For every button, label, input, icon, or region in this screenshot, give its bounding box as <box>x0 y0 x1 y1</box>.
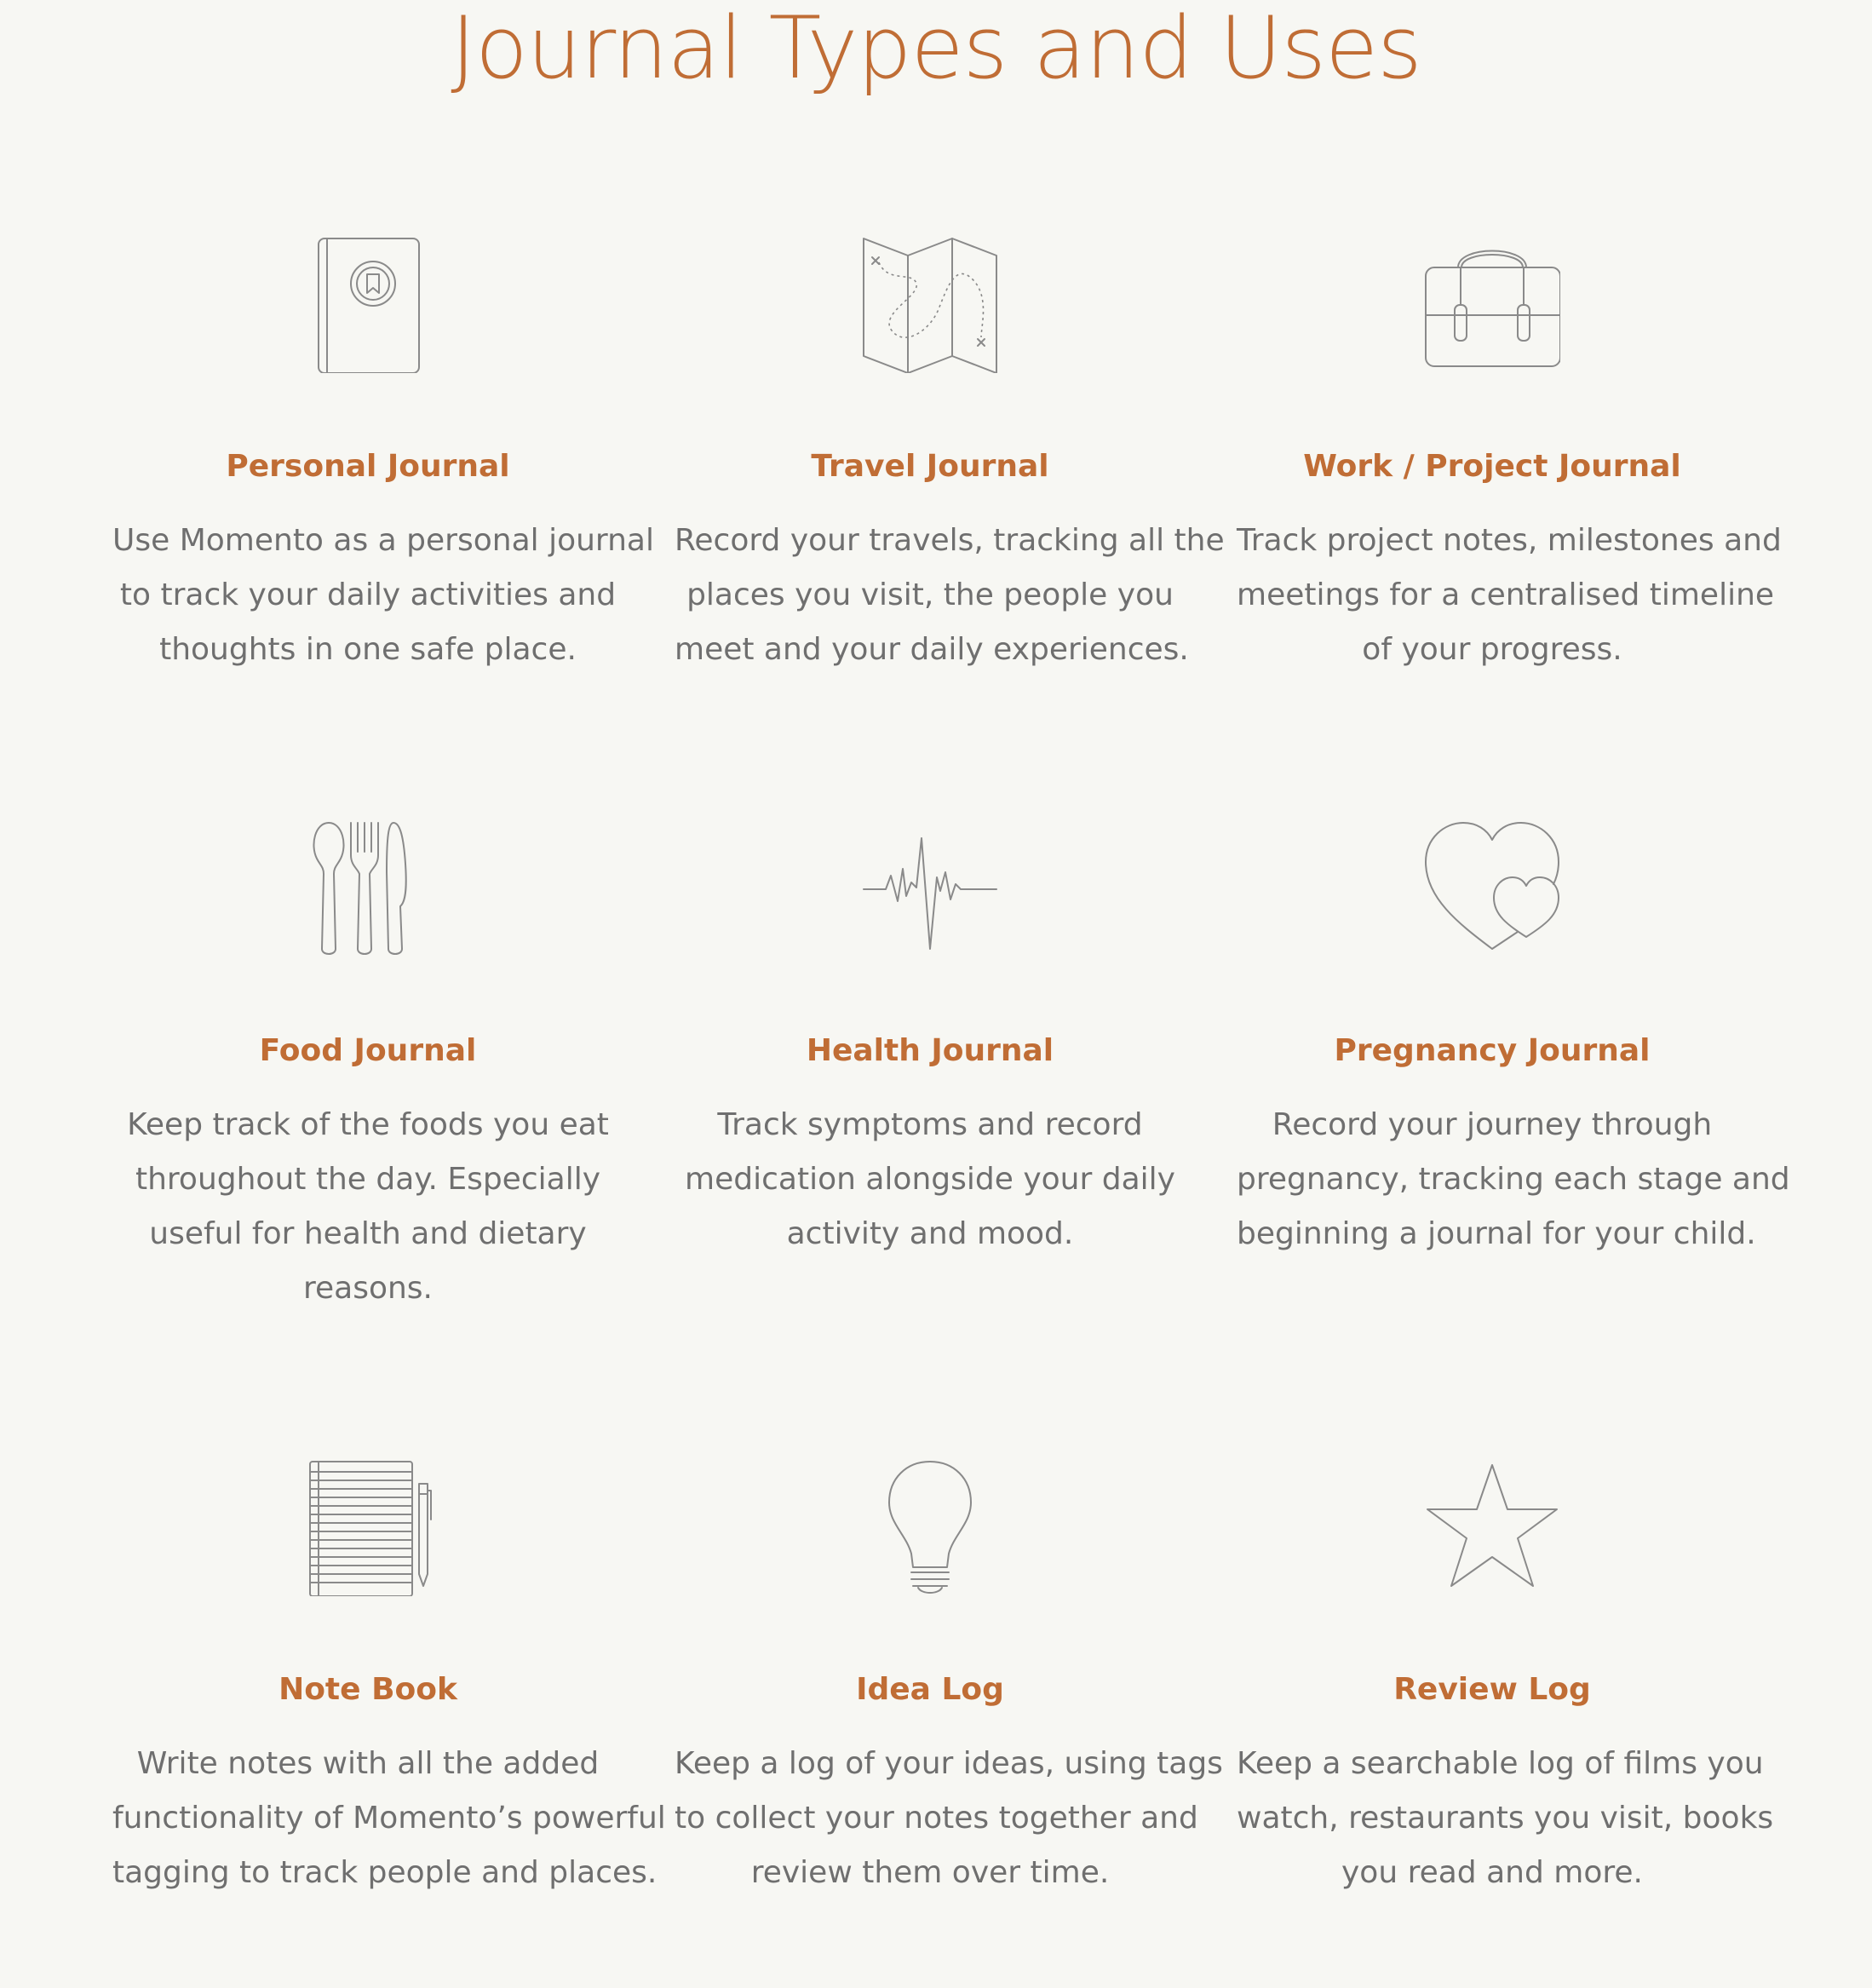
card-title: Note Book <box>279 1672 457 1707</box>
card-title: Review Log <box>1393 1672 1591 1707</box>
card-description: Use Momento as a personal journal to track your daily activities and thoughts in one safe place. <box>112 523 654 667</box>
lightbulb-icon <box>862 1460 998 1596</box>
star-icon <box>1424 1460 1560 1596</box>
card-description: Keep a searchable log of films you watch, restaurants you visit, books you read and more. <box>1237 1746 1774 1890</box>
card-title: Travel Journal <box>811 449 1049 484</box>
card-description: Track symptoms and record medication alongside your daily activity and mood. <box>685 1107 1175 1251</box>
briefcase-icon <box>1424 237 1560 373</box>
card-title: Health Journal <box>806 1033 1054 1068</box>
card-description: Record your travels, tracking all the places you visit, the people you meet and your daily experiences. <box>675 523 1225 667</box>
card-title: Idea Log <box>856 1672 1004 1707</box>
journal-book-icon <box>300 237 436 373</box>
card-description: Keep a log of your ideas, using tags to collect your notes together and review them over time. <box>675 1746 1223 1890</box>
card-title: Work / Project Journal <box>1303 449 1681 484</box>
card-description: Track project notes, milestones and meetings for a centralised timeline of your progress. <box>1237 523 1782 667</box>
card-description: Write notes with all the added functionality of Momento’s powerful tagging to track people and places. <box>112 1746 666 1890</box>
card-description: Record your journey through pregnancy, tracking each stage and beginning a journal for your child. <box>1237 1107 1790 1251</box>
two-hearts-icon <box>1424 821 1560 957</box>
map-icon <box>862 237 998 373</box>
heartbeat-icon <box>862 821 998 957</box>
card-title: Food Journal <box>259 1033 477 1068</box>
page-title: Journal Types and Uses <box>451 0 1421 98</box>
cutlery-icon <box>300 821 436 957</box>
card-title: Personal Journal <box>226 449 510 484</box>
card-description: Keep track of the foods you eat throughout the day. Especially useful for health and dietary reasons. <box>127 1107 609 1306</box>
card-title: Pregnancy Journal <box>1334 1033 1651 1068</box>
notebook-pen-icon <box>300 1460 436 1596</box>
